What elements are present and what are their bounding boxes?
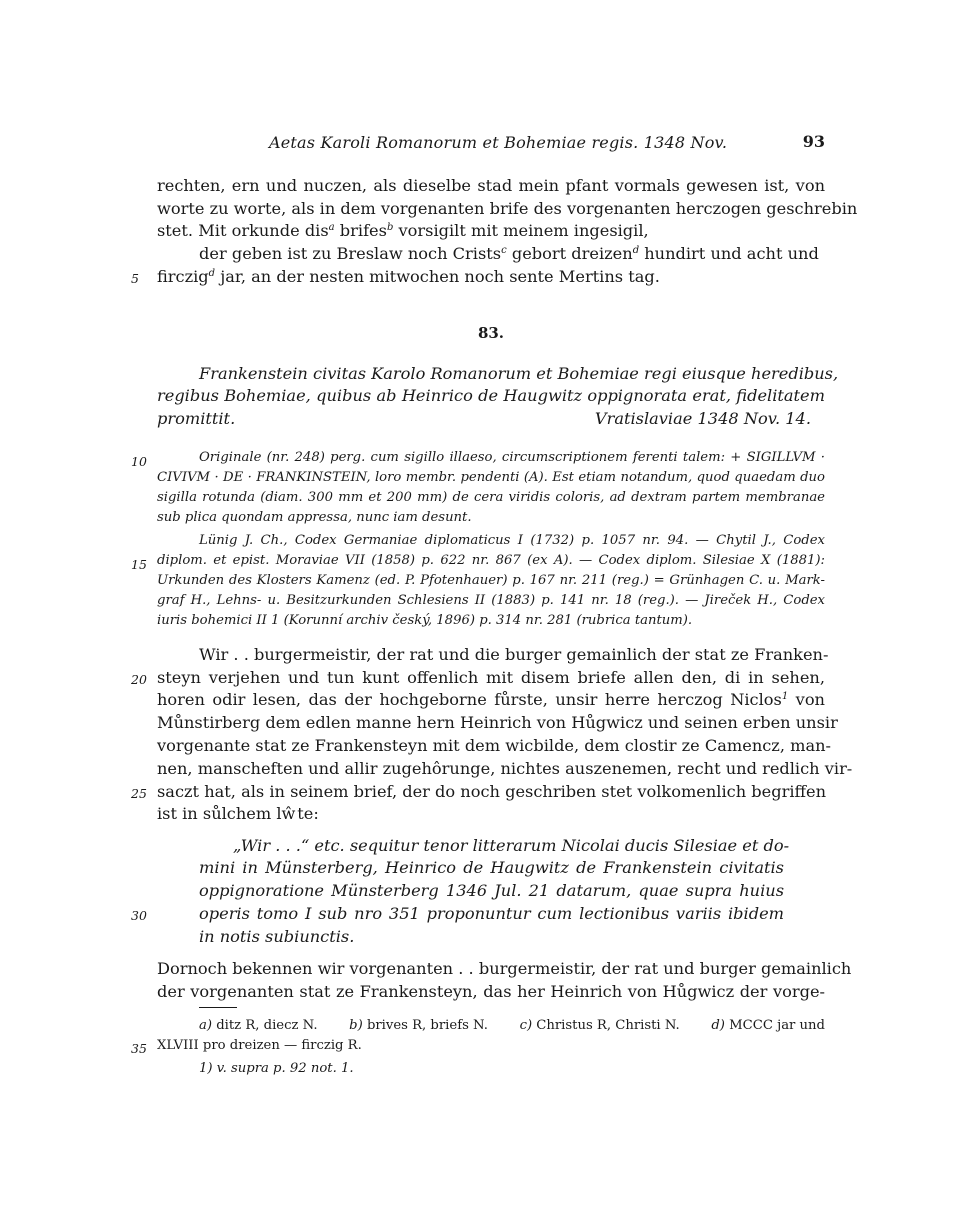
intro-line-3: stet. Mit orkunde dis$^a$ brifes$^b$ vorsigilt mit meinem ingesigil, <box>157 221 649 240</box>
text-line-3: horen odir lesen, das der hochgeborne fůrste, unsir herre herczog Niclos$^1$ von <box>157 690 825 709</box>
source-note-line-2: CIVIVM · DE · FRANKINSTEIN, loro membr. pendenti (A). Est etiam notandum, quod quaedam duo <box>157 470 825 485</box>
text-line-4: Můnstirberg dem edlen manne hern Heinrich von Hůgwicz und seinen erben unsir <box>157 713 838 732</box>
footnote-mark-1: 1 <box>781 691 789 702</box>
regest-end: promittit. <box>157 409 236 428</box>
line-number: 20 <box>131 672 147 687</box>
insert-line-2: mini in Münsterberg, Heinrico de Haugwitz de Frankenstein civitatis <box>199 858 784 877</box>
intro-line-2: worte zu worte, als in dem vorgenanten brife des vorgenanten herczogen geschrebin <box>157 199 858 218</box>
text-line-2: steyn verjehen und tun kunt offenlich mit disem briefe allen den, di in sehen, <box>157 668 825 687</box>
running-title: Aetas Karoli Romanorum et Bohemiae regis. 1348 Nov. <box>269 133 728 152</box>
text-line-7: saczt hat, als in seinem brief, der do noch geschriben stet volkomenlich begriffen <box>157 782 827 801</box>
literature-line-3: Urkunden des Klosters Kamenz (ed. P. Pfotenhauer) p. 167 nr. 211 (reg.) = Grünhagen C. u. Mark- <box>157 573 825 588</box>
footnotes-line-2: XLVIII pro dreizen — firczig R. <box>157 1038 362 1053</box>
running-header <box>157 130 825 154</box>
intro-line-4: der geben ist zu Breslaw noch Crists$^c$ gebort dreizen$^d$ hundirt und acht und <box>199 244 819 263</box>
footnote-mark-d: d <box>208 268 216 279</box>
text-line-5: vorgenante stat ze Frankensteyn mit dem wicbilde, dem clostir ze Camencz, man- <box>157 736 832 755</box>
footnote-c: c) Christus R, Christi N. <box>519 1018 680 1033</box>
literature-line-4: graf H., Lehns- u. Besitzurkunden Schlesiens II (1883) p. 141 nr. 18 (reg.). — Jireček H., Codex <box>157 593 825 608</box>
line-number: 35 <box>131 1041 147 1056</box>
footnote-d: d) MCCC jar und <box>711 1018 825 1033</box>
regest-line-2: regibus Bohemiae, quibus ab Heinrico de Haugwitz oppignorata erat, fidelitatem <box>157 386 825 405</box>
footnote-1: 1) v. supra p. 92 not. 1. <box>199 1061 354 1076</box>
date-place: Vratislaviae 1348 Nov. 14. <box>594 409 811 428</box>
regest-line-1: Frankenstein civitas Karolo Romanorum et Bohemiae regi eiusque heredibus, <box>199 364 839 383</box>
literature-line-5: iuris bohemici II 1 (Korunní archiv český, 1896) p. 314 nr. 281 (rubrica tantum). <box>157 613 693 628</box>
line-number: 15 <box>131 557 147 572</box>
footnote-a: a) ditz R, diecz N. <box>199 1018 318 1033</box>
footnote-mark-b: b <box>386 222 394 233</box>
document-number: 83. <box>477 324 505 342</box>
text-line-1: Wir . . burgermeistir, der rat und die burger gemainlich der stat ze Franken- <box>199 645 829 664</box>
source-note-line-4: sub plica quondam appressa, nunc iam desunt. <box>157 510 472 525</box>
regest-line-3 <box>157 409 825 428</box>
source-note-line-1: Originale (nr. 248) perg. cum sigillo illaeso, circumscriptionem ferenti talem: + SIGILLVM · <box>199 450 825 465</box>
insert-line-5: in notis subiunctis. <box>199 927 355 946</box>
source-note-line-3: sigilla rotunda (diam. 300 mm et 200 mm) de cera viridis coloris, ad dextram partem membranae <box>157 490 825 505</box>
text-line-8: ist in sůlchem lŵte: <box>157 804 319 823</box>
line-number: 10 <box>131 454 147 469</box>
line-number: 5 <box>131 271 139 286</box>
page-number: 93 <box>802 132 825 151</box>
closing-line-1: Dornoch bekennen wir vorgenanten . . burgermeistir, der rat und burger gemainlich <box>157 959 852 978</box>
literature-line-1: Lünig J. Ch., Codex Germaniae diplomaticus I (1732) p. 1057 nr. 94. — Chytil J., Codex <box>199 533 825 548</box>
insert-line-4: operis tomo I sub nro 351 proponuntur cum lectionibus variis ibidem <box>199 904 784 923</box>
intro-line-5: firczig$^d$ jar, an der nesten mitwochen noch sente Mertins tag. <box>157 267 660 286</box>
line-number: 30 <box>131 908 147 923</box>
line-number: 25 <box>131 786 147 801</box>
text-line-6: nen, manscheften und allir zugehôrunge, nichtes auszenemen, recht und redlich vir- <box>157 759 853 778</box>
closing-line-2: der vorgenanten stat ze Frankensteyn, das her Heinrich von Hůgwicz der vorge- <box>157 982 825 1001</box>
footnote-b: b) brives R, briefs N. <box>349 1018 488 1033</box>
intro-line-1: rechten, ern und nuczen, als dieselbe stad mein pfant vormals gewesen ist, von <box>157 176 825 195</box>
footnote-mark-d: d <box>632 245 640 256</box>
footnote-mark-a: a <box>328 222 335 233</box>
footnotes-line-1 <box>199 1018 825 1033</box>
literature-line-2: diplom. et epist. Moraviae VII (1858) p. 622 nr. 867 (ex A). — Codex diplom. Silesiae X (1881): <box>157 553 825 568</box>
insert-line-1: „Wir . . .“ etc. sequitur tenor litterarum Nicolai ducis Silesiae et do- <box>233 836 790 855</box>
footnote-rule <box>199 1007 237 1008</box>
footnote-mark-c: c <box>501 245 507 256</box>
insert-line-3: oppignoratione Münsterberg 1346 Jul. 21 datarum, quae supra huius <box>199 881 784 900</box>
